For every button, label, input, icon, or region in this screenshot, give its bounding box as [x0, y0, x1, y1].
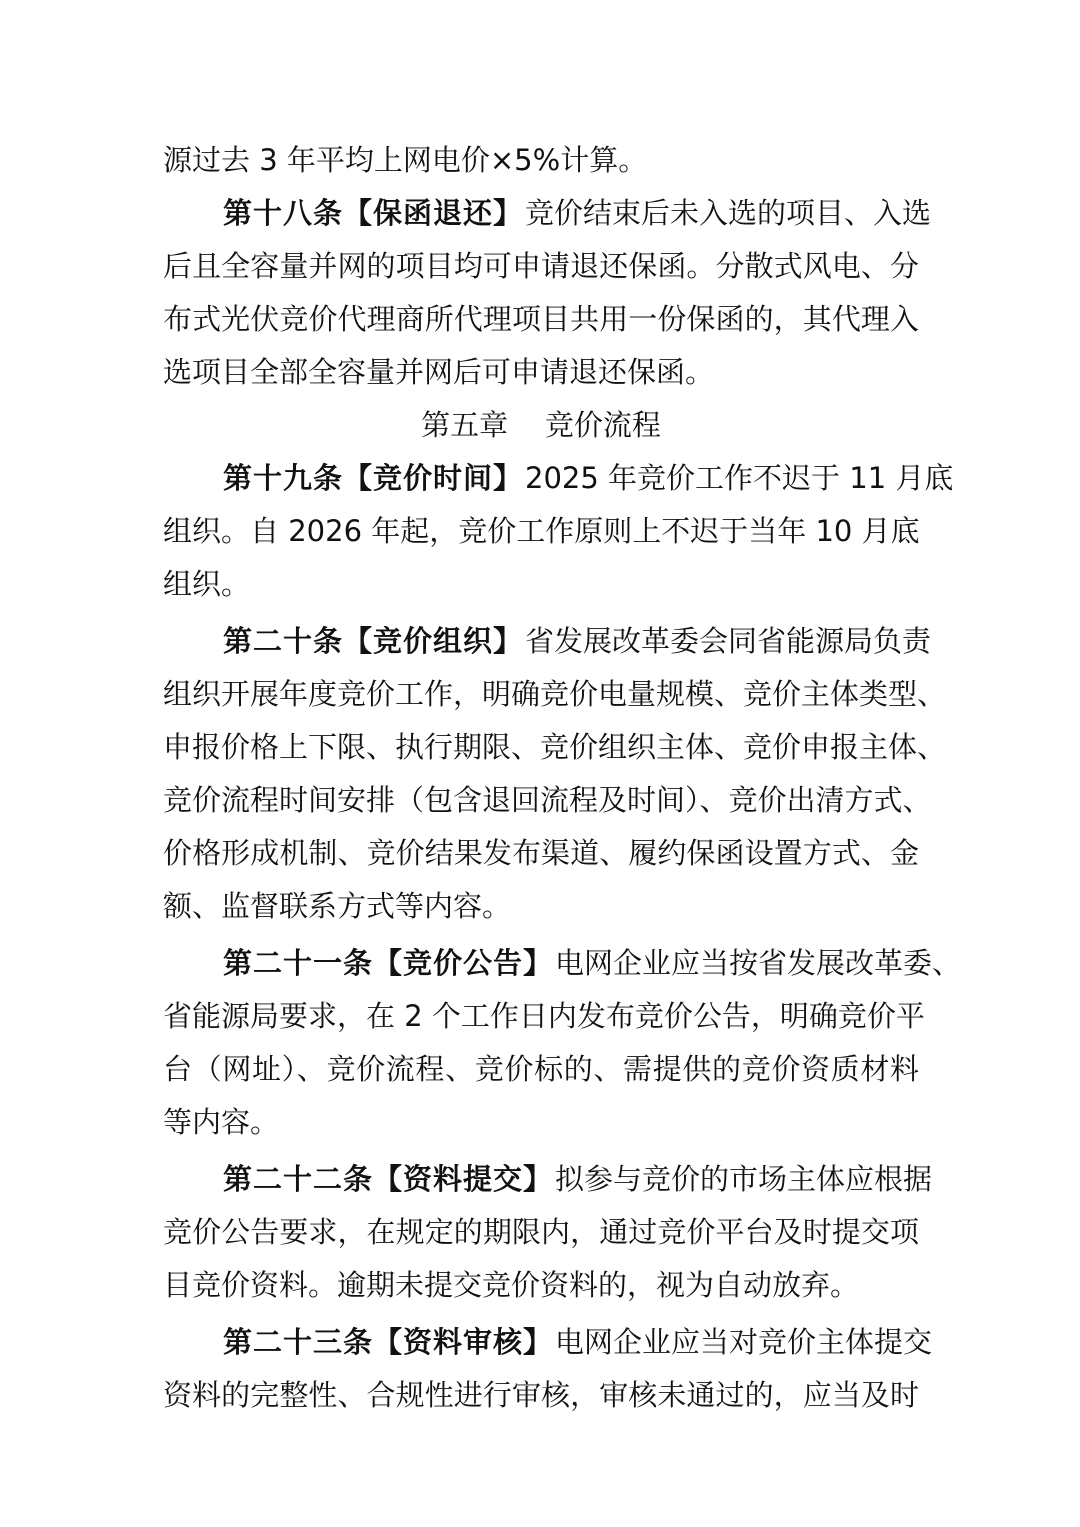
paragraph-line [163, 990, 925, 1043]
body-text: 组织开展年度竞价工作，明确竞价电量规模、竞价主体类型、 [163, 677, 947, 711]
paragraph-line [163, 721, 947, 774]
chapter-title: 第五章 竞价流程 [421, 408, 661, 442]
body-text: 选项目全部全容量并网后可申请退还保函。 [163, 355, 715, 389]
paragraph-line [163, 293, 919, 346]
paragraph-line [163, 1096, 919, 1149]
body-text: 拟参与竞价的市场主体应根据 [555, 1162, 933, 1196]
body-text: 竞价公告要求，在规定的期限内，通过竞价平台及时提交项 [163, 1215, 919, 1249]
body-text: 竞价流程时间安排（包含退回流程及时间）、竞价出清方式、 [163, 783, 932, 817]
paragraph-line [163, 1259, 919, 1312]
body-text: 组织。 [163, 567, 251, 601]
body-text: 等内容。 [163, 1105, 280, 1139]
article-18-first-line [163, 187, 932, 240]
body-text: 布式光伏竞价代理商所代理项目共用一份保函的，其代理入 [163, 302, 919, 336]
article-23-heading: 第二十三条【资料审核】 [223, 1325, 554, 1359]
paragraph-line [163, 1206, 919, 1259]
article-22-first-line [163, 1153, 933, 1206]
body-text: 电网企业应当对竞价主体提交 [555, 1325, 933, 1359]
paragraph-line [163, 1043, 919, 1096]
article-20-heading: 第二十条【竞价组织】 [223, 624, 524, 658]
body-text: 价格形成机制、竞价结果发布渠道、履约保函设置方式、金 [163, 836, 919, 870]
article-19-heading: 第十九条【竞价时间】 [223, 461, 524, 495]
body-text: 台（网址）、竞价流程、竞价标的、需提供的竞价资质材料 [163, 1052, 919, 1086]
body-text: 竞价结束后未入选的项目、入选 [525, 196, 932, 230]
body-text: 申报价格上下限、执行期限、竞价组织主体、竞价申报主体、 [163, 730, 947, 764]
paragraph-line [163, 134, 919, 187]
body-text: 省能源局要求，在 2 个工作日内发布竞价公告，明确竞价平 [163, 999, 925, 1033]
article-22-heading: 第二十二条【资料提交】 [223, 1162, 554, 1196]
document-page [163, 134, 962, 1422]
body-text: 源过去 3 年平均上网电价×5%计算。 [163, 143, 648, 177]
article-20-first-line [163, 615, 932, 668]
paragraph-line [163, 558, 919, 611]
body-text: 额、监督联系方式等内容。 [163, 889, 512, 923]
paragraph-line [163, 240, 919, 293]
article-21-heading: 第二十一条【竞价公告】 [223, 946, 554, 980]
paragraph-line [163, 827, 919, 880]
paragraph-line [163, 1369, 919, 1422]
paragraph-line [163, 668, 947, 721]
paragraph-line [163, 880, 919, 933]
body-text: 省发展改革委会同省能源局负责 [525, 624, 932, 658]
article-23-first-line [163, 1316, 933, 1369]
body-text: 电网企业应当按省发展改革委、 [555, 946, 962, 980]
article-21-first-line [163, 937, 962, 990]
paragraph-line [163, 505, 919, 558]
paragraph-line [163, 774, 932, 827]
body-text: 2025 年竞价工作不迟于 11 月底 [525, 461, 954, 495]
article-19-first-line [163, 452, 954, 505]
body-text: 目竞价资料。逾期未提交竞价资料的，视为自动放弃。 [163, 1268, 860, 1302]
body-text: 组织。自 2026 年起，竞价工作原则上不迟于当年 10 月底 [163, 514, 920, 548]
paragraph-line [163, 346, 919, 399]
article-18-heading: 第十八条【保函退还】 [223, 196, 524, 230]
body-text: 资料的完整性、合规性进行审核，审核未通过的，应当及时 [163, 1378, 919, 1412]
body-text: 后且全容量并网的项目均可申请退还保函。分散式风电、分 [163, 249, 919, 283]
